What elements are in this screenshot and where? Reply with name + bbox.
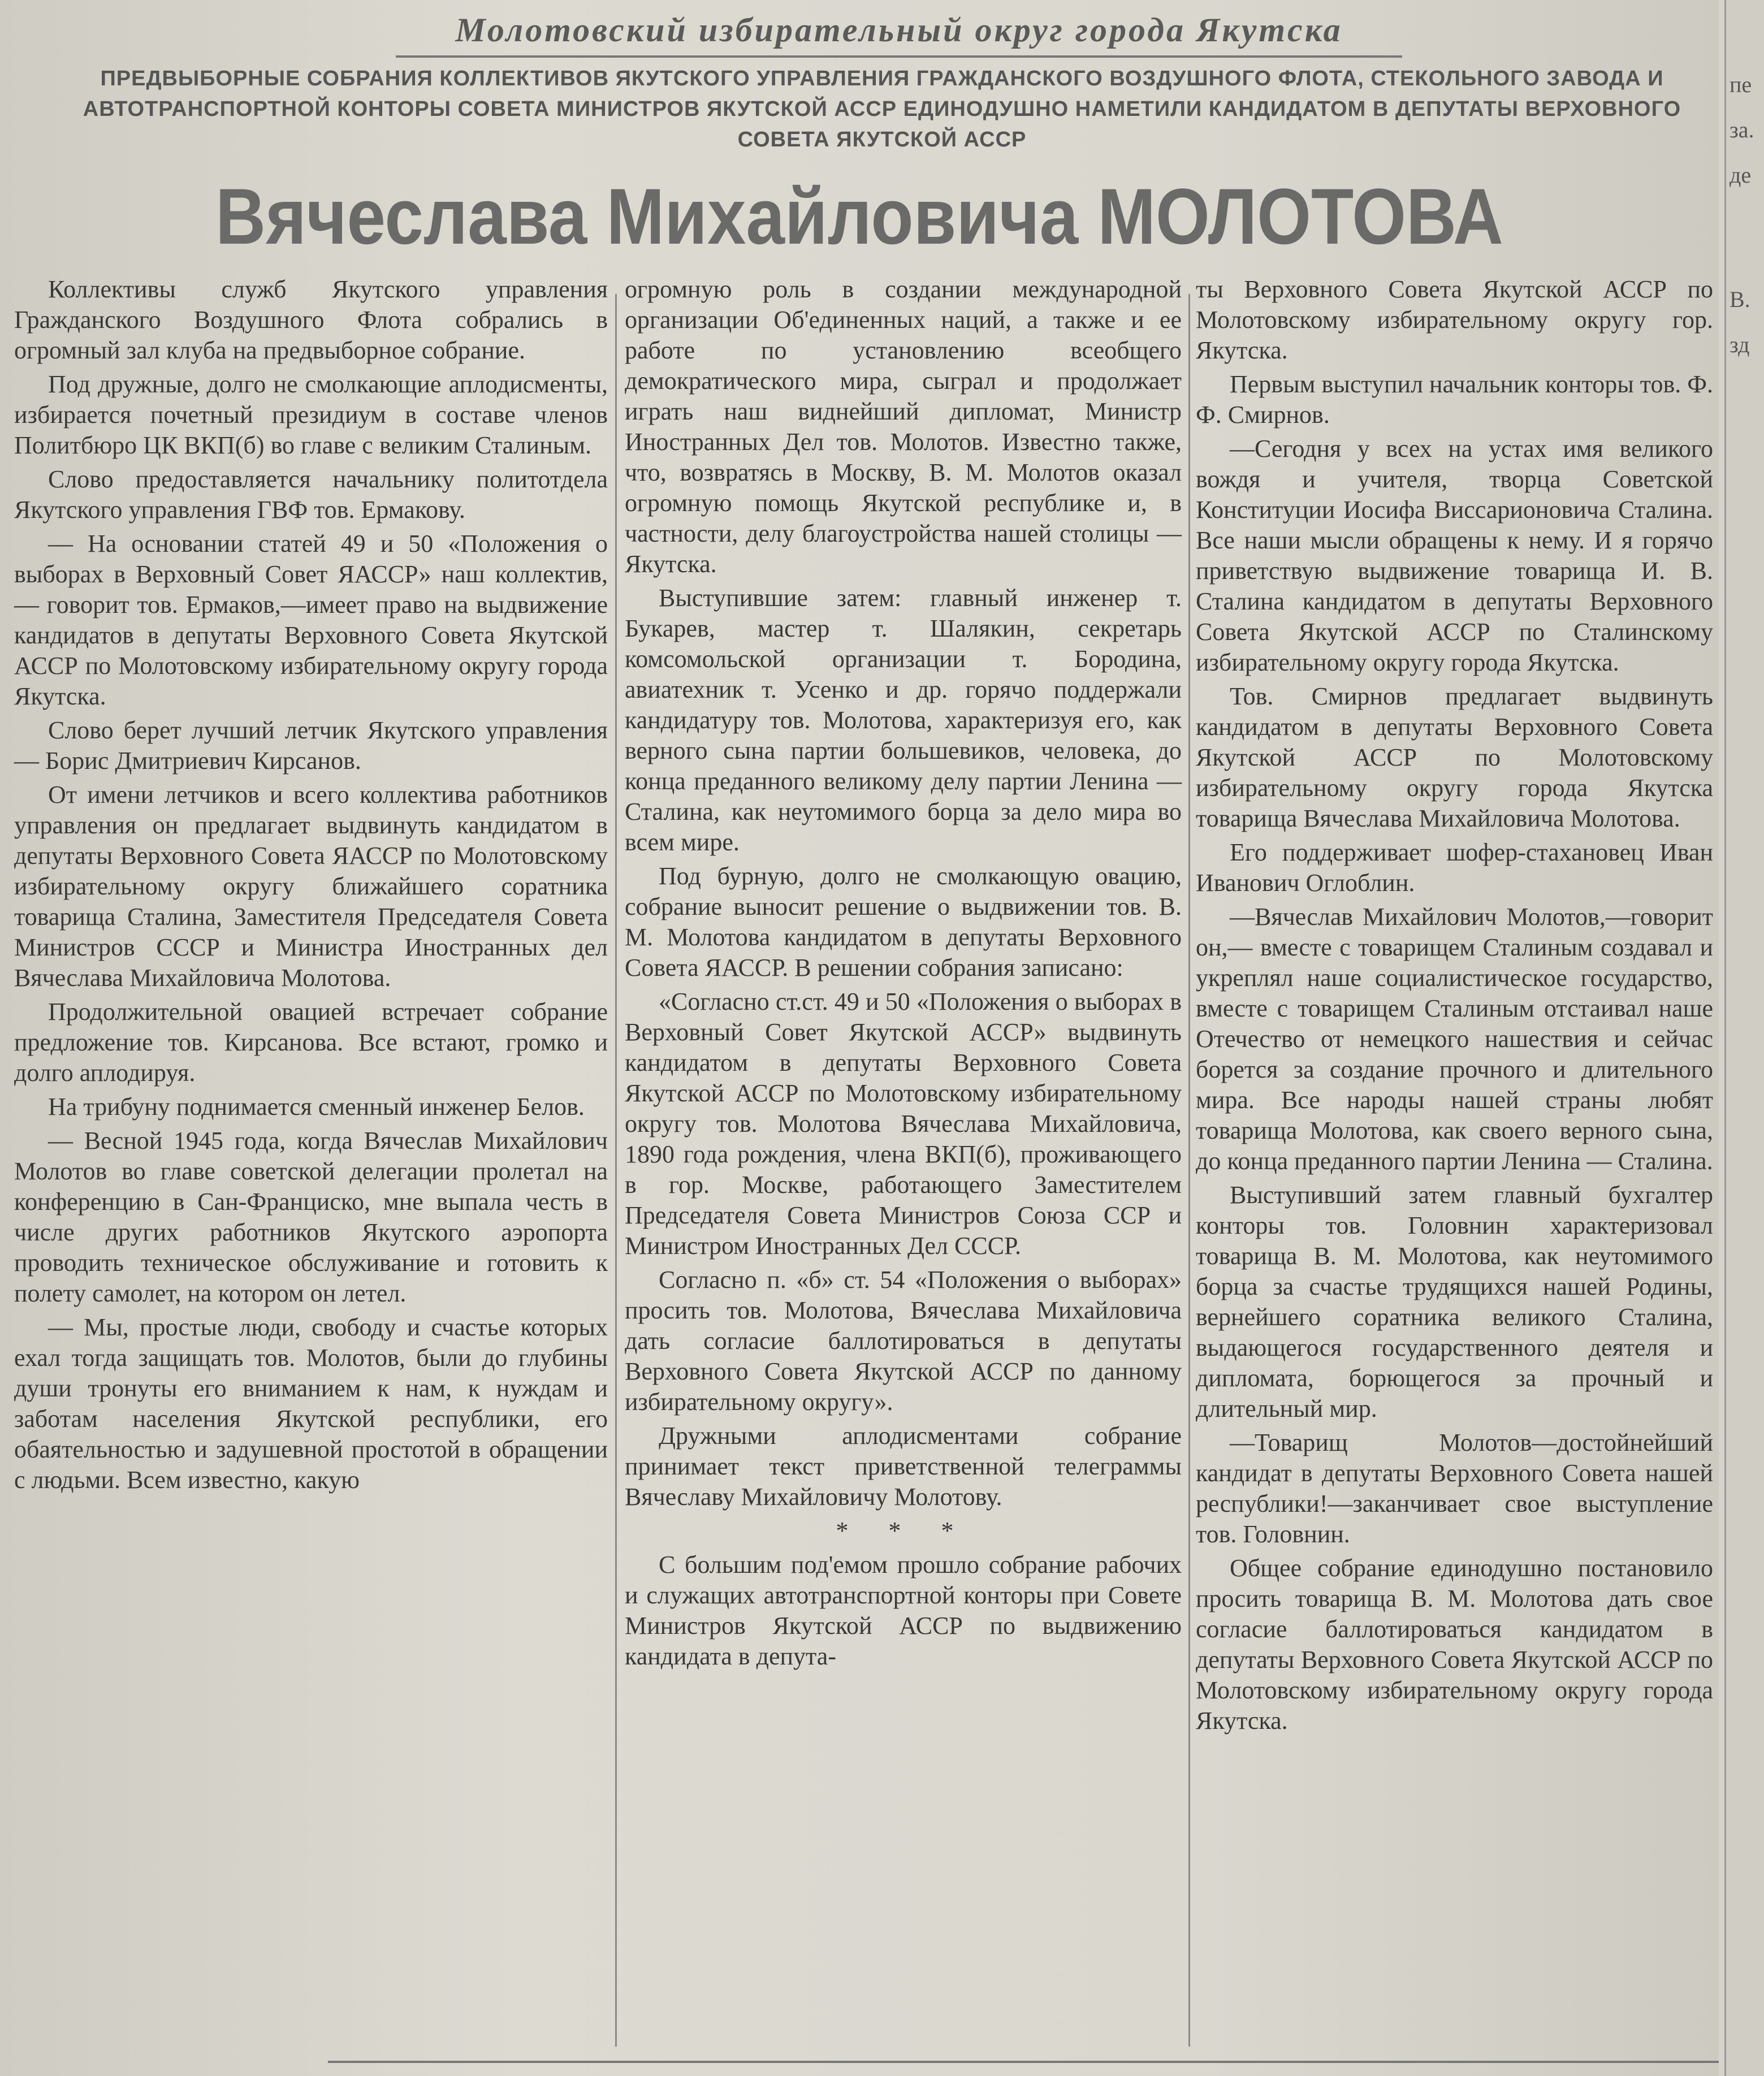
- section-separator: * * *: [836, 1517, 971, 1545]
- article-column-1: [14, 274, 608, 1499]
- column-divider: [1188, 294, 1190, 2047]
- paragraph: Выступивший затем главный бухгалтер конторы тов. Головнин характеризовал товарища В. М. Молотова, как неутомимого борца за счастье трудящихся нашей Родины, вернейшего соратника великого Сталина, выдающегося государственного деятеля и дипломата, борющегося за прочный и длительный мир.: [1196, 1181, 1713, 1422]
- bottom-rule: [328, 2061, 1719, 2063]
- paragraph: На трибуну поднимается сменный инженер Белов.: [48, 1093, 585, 1121]
- paragraph: —Сегодня у всех на устах имя великого вождя и учителя, творца Советской Конституции Иосифа Виссарионовича Сталина. Все наши мысли обращены к нему. И я горячо приветствую выдвижение товарища И. В. Сталина кандидатом в депутаты Верховного Совета Якутской АССР по Сталинскому избирательному округу города Якутска.: [1196, 435, 1713, 676]
- paragraph: — Мы, простые люди, свободу и счастье которых ехал тогда защищать тов. Молотов, были до глубины души тронуты его вниманием к нам, к нуждам и заботам населения Якутской республики, его обаятельностью и задушевной простотой в обращении с людьми. Всем известно, какую: [14, 1313, 608, 1494]
- subheadline: ПРЕДВЫБОРНЫЕ СОБРАНИЯ КОЛЛЕКТИВОВ ЯКУТСКОГО УПРАВЛЕНИЯ ГРАЖДАНСКОГО ВОЗДУШНОГО ФЛОТА, СТЕКОЛЬНОГО ЗАВОДА И АВТОТРАНСПОРТНОЙ КОНТОРЫ СОВЕТА МИНИСТРОВ ЯКУТСКОЙ АССР ЕДИНОДУШНО НАМЕТИЛИ КАНДИДАТОМ В ДЕПУТАТЫ ВЕРХОВНОГО СОВЕТА ЯКУТСКОЙ АССР: [83, 67, 1681, 152]
- article-column-2: [625, 274, 1182, 1675]
- column-divider: [615, 294, 617, 2047]
- edge-fragment: де: [1730, 162, 1752, 188]
- paragraph: Общее собрание единодушно постановило просить товарища В. М. Молотова дать свое согласие баллотироваться кандидатом в депутаты Верховного Совета Якутской АССР по Молотовскому избирательному округу города Якутска.: [1196, 1554, 1713, 1735]
- paragraph: —Товарищ Молотов—достойнейший кандидат в депутаты Верховного Совета нашей республики!—заканчивает свое выступление тов. Головнин.: [1196, 1429, 1713, 1548]
- paragraph: — Весной 1945 года, когда Вячеслав Михайлович Молотов во главе советской делегации пролетал на конференцию в Сан-Франциско, мне выпала честь в числе других работников Якутского аэропорта проводить техническое обслуживание и готовить к полету самолет, на котором он летел.: [14, 1127, 608, 1307]
- paragraph: Выступившие затем: главный инженер т. Букарев, мастер т. Шалякин, секретарь комсомольской организации т. Бородина, авиатехник т. Усенко и др. горячо поддержали кандидатуру тов. Молотова, характеризуя его, как верного сына партии большевиков, человека, до конца преданного великому делу партии Ленина — Сталина, как неутомимого борца за дело мира во всем мире.: [625, 584, 1182, 856]
- edge-fragment: зд: [1730, 332, 1750, 357]
- edge-fragment: В.: [1730, 287, 1750, 312]
- paragraph: От имени летчиков и всего коллектива работников управления он предлагает выдвинуть кандидатом в депутаты Верховного Совета ЯАССР по Молотовскому избирательному округу ближайшего соратника товарища Сталина, Заместителя Председателя Совета Министров СССР и Министра Иностранных дел Вячеслава Михайловича Молотова.: [14, 781, 608, 992]
- paragraph: Его поддерживает шофер-стахановец Иван Иванович Оглоблин.: [1196, 838, 1713, 897]
- paragraph: ты Верховного Совета Якутской АССР по Молотовскому избирательному округу гор. Якутска.: [1196, 275, 1713, 364]
- paragraph: Дружными аплодисментами собрание принимает текст приветственной телеграммы Вячеславу Михайловичу Молотову.: [625, 1422, 1182, 1511]
- headline: Вячеслава Михайловича МОЛОТОВА: [215, 172, 1503, 261]
- paragraph: Слово предоставляется начальнику политотдела Якутского управления ГВФ тов. Ермакову.: [14, 465, 608, 524]
- paragraph: Продолжительной овацией встречает собрание предложение тов. Кирсанова. Все встают, громко и долго аплодируя.: [14, 998, 608, 1087]
- paragraph: Под бурную, долго не смолкающую овацию, собрание выносит решение о выдвижении тов. В. М. Молотова кандидатом в депутаты Верховного Совета ЯАССР. В решении собрания записано:: [625, 862, 1182, 981]
- paragraph: Первым выступил начальник конторы тов. Ф. Ф. Смирнов.: [1196, 370, 1713, 429]
- paragraph: Тов. Смирнов предлагает выдвинуть кандидатом в депутаты Верховного Совета Якутской АССР по Молотовскому избирательному округу города Якутска товарища Вячеслава Михайловича Молотова.: [1196, 682, 1713, 832]
- section-banner: Молотовский избирательный округ города Якутска: [396, 5, 1402, 58]
- paragraph: огромную роль в создании международной организации Об'единенных наций, а также и ее работе по установлению всеобщего демократического мира, сыграл и продолжает играть наш виднейший дипломат, Министр Иностранных Дел тов. Молотов. Известно также, что, возвратясь в Москву, В. М. Молотов оказал огромную помощь Якутской республике и, в частности, делу благоустройства нашей столицы — Якутска.: [625, 275, 1182, 578]
- edge-fragment: пе: [1730, 72, 1752, 97]
- adjacent-page-edge: [1724, 0, 1764, 2076]
- paragraph: С большим под'емом прошло собрание рабочих и служащих автотранспортной конторы при Совете Министров Якутской АССР по выдвижению кандидата в депута-: [625, 1551, 1182, 1670]
- paragraph: Коллективы служб Якутского управления Гражданского Воздушного Флота собрались в огромный зал клуба на предвыборное собрание.: [14, 275, 608, 364]
- article-column-3: [1196, 274, 1713, 1740]
- paragraph: Согласно п. «б» ст. 54 «Положения о выборах» просить тов. Молотова, Вячеслава Михайловича дать согласие баллотироваться в депутаты Верховного Совета Якутской АССР по данному избирательному округу».: [625, 1266, 1182, 1416]
- paragraph: Слово берет лучший летчик Якутского управления — Борис Дмитриевич Кирсанов.: [14, 716, 608, 775]
- paragraph: — На основании статей 49 и 50 «Положения о выборах в Верховный Совет ЯАССР» наш коллектив, — говорит тов. Ермаков,—имеет право на выдвижение кандидатов в депутаты Верховного Совета Якутской АССР по Молотовскому избирательному округу города Якутска.: [14, 530, 608, 710]
- paragraph: Под дружные, долго не смолкающие аплодисменты, избирается почетный президиум в составе членов Политбюро ЦК ВКП(б) во главе с великим Сталиным.: [14, 370, 608, 459]
- edge-fragment: за.: [1730, 117, 1754, 142]
- paragraph: «Согласно ст.ст. 49 и 50 «Положения о выборах в Верховный Совет Якутской АССР» выдвинуть кандидатом в депутаты Верховного Совета Якутской АССР по Молотовскому избирательному округу тов. Молотова Вячеслава Михайловича, 1890 года рождения, члена ВКП(б), проживающего в гор. Москве, работающего Заместителем Председателя Совета Министров Союза ССР и Министром Иностранных Дел СССР.: [625, 988, 1182, 1260]
- paragraph: —Вячеслав Михайлович Молотов,—говорит он,— вместе с товарищем Сталиным создавал и укреплял наше социалистическое государство, вместе с товарищем Сталиным отстаивал наше Отечество от немецкого нашествия и сейчас борется за создание прочного и длительного мира. Все народы нашей страны любят товарища Молотова, как своего верного сына, до конца преданного партии Ленина — Сталина.: [1196, 903, 1713, 1175]
